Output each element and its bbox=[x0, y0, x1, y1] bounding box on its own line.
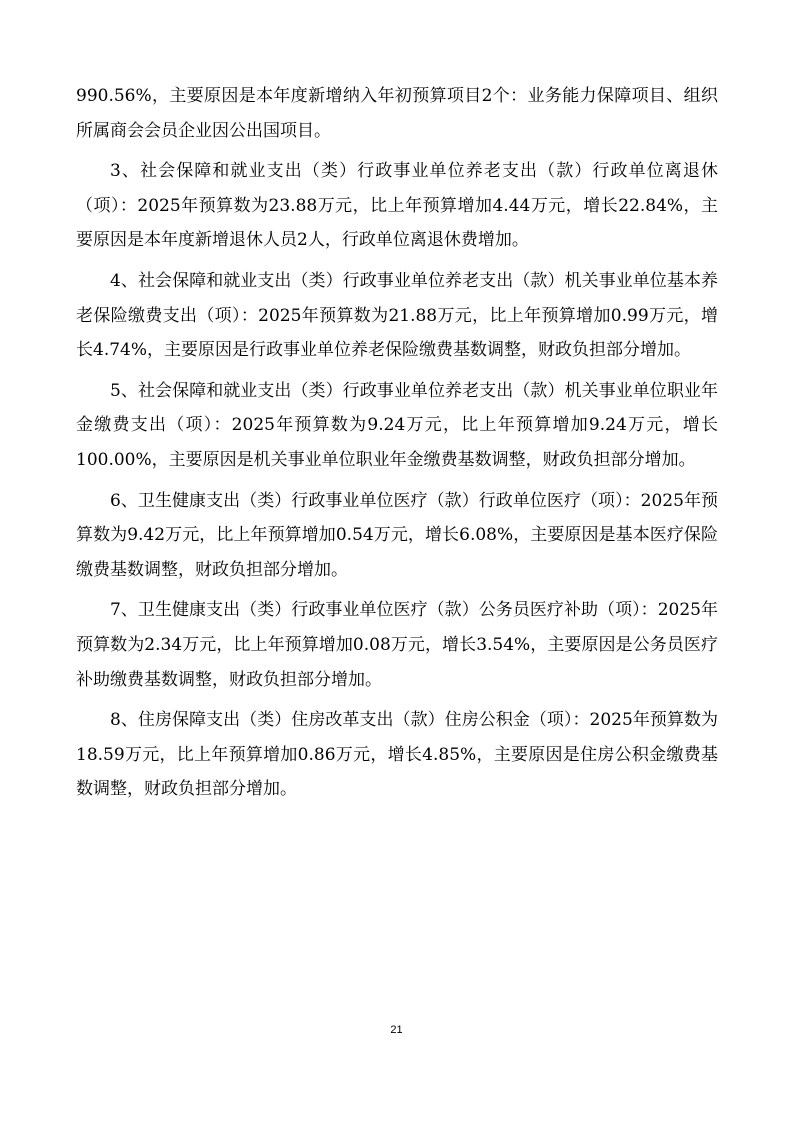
paragraph-item-3: 3、社会保障和就业支出（类）行政事业单位养老支出（款）行政单位离退休（项）：2025年预算数为23.88万元，比上年预算增加4.44万元，增长22.84%，主要原因是本年度新增退休人员2人，行政单位离退休费增加。 bbox=[76, 161, 718, 251]
paragraph-item-7: 7、卫生健康支出（类）行政事业单位医疗（款）公务员医疗补助（项）：2025年预算数为2.34万元，比上年预算增加0.08万元，增长3.54%，主要原因是公务员医疗补助缴费基数调整，财政负担部分增加。 bbox=[76, 600, 718, 690]
paragraph-continuation: 990.56%，主要原因是本年度新增纳入年初预算项目2个：业务能力保障项目、组织所属商会会员企业因公出国项目。 bbox=[76, 86, 718, 141]
paragraph-item-4: 4、社会保障和就业支出（类）行政事业单位养老支出（款）机关事业单位基本养老保险缴费支出（项）：2025年预算数为21.88万元，比上年预算增加0.99万元，增长4.74%，主要原因是行政事业单位养老保险缴费基数调整，财政负担部分增加。 bbox=[76, 270, 718, 361]
page-number: 21 bbox=[390, 1024, 403, 1036]
paragraph-item-5: 5、社会保障和就业支出（类）行政事业单位养老支出（款）机关事业单位职业年金缴费支出（项）：2025年预算数为9.24万元，比上年预算增加9.24万元，增长100.00%，主要原因是机关事业单位职业年金缴费基数调整，财政负担部分增加。 bbox=[76, 380, 718, 470]
document-body bbox=[76, 79, 718, 813]
paragraph-item-6: 6、卫生健康支出（类）行政事业单位医疗（款）行政单位医疗（项）：2025年预算数为9.42万元，比上年预算增加0.54万元，增长6.08%，主要原因是基本医疗保险缴费基数调整，财政负担部分增加。 bbox=[76, 490, 718, 580]
paragraph-item-8: 8、住房保障支出（类）住房改革支出（款）住房公积金（项）：2025年预算数为18.59万元，比上年预算增加0.86万元，增长4.85%，主要原因是住房公积金缴费基数调整，财政负担部分增加。 bbox=[76, 710, 718, 800]
